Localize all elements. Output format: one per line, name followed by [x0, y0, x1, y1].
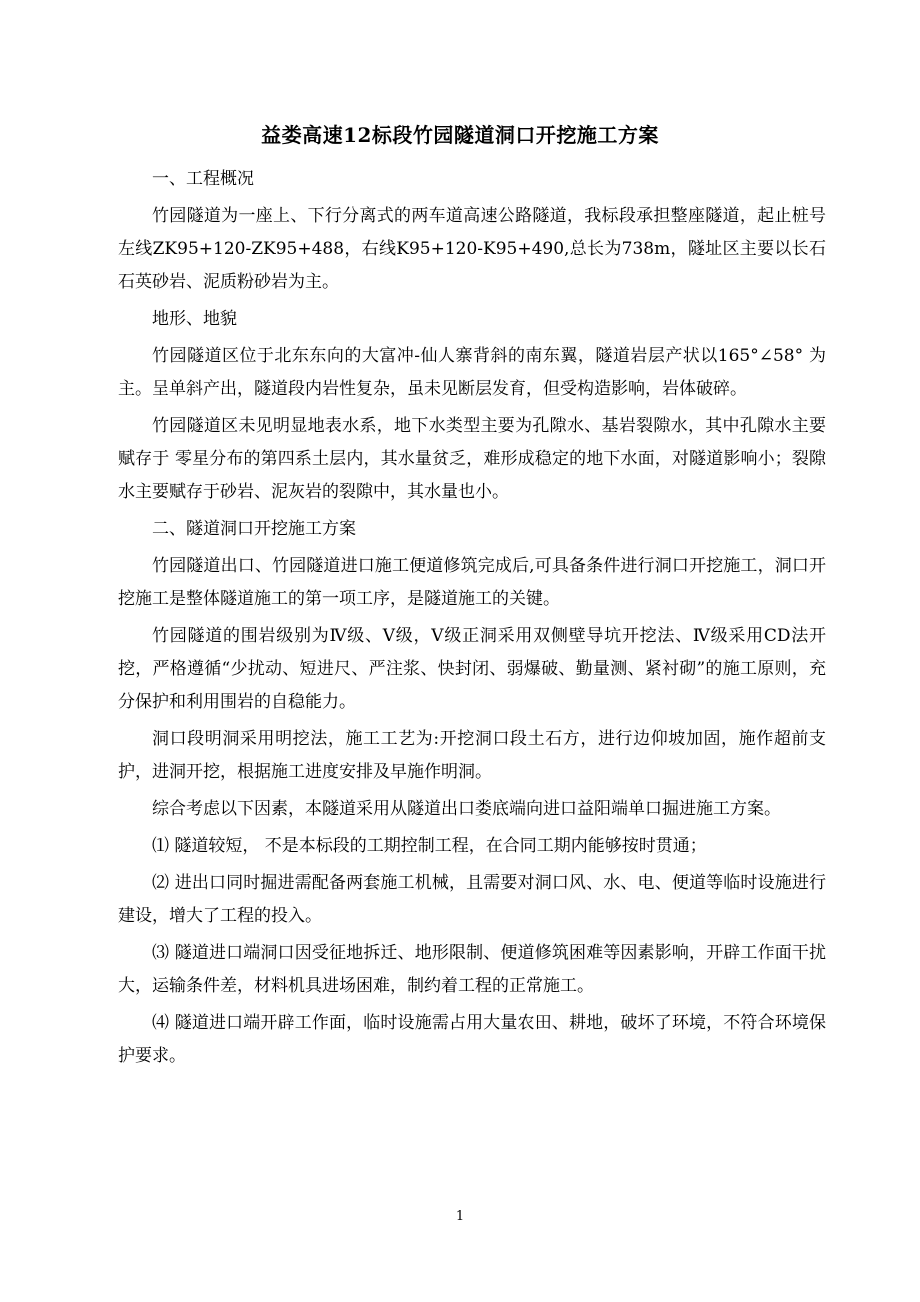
- list-item-3: ⑶ 隧道进口端洞口因受征地拆迁、地形限制、便道修筑困难等因素影响，开辟工作面干扰大，运输条件差，材料机具进场困难，制约着工程的正常施工。: [118, 943, 826, 996]
- list-item-1: ⑴ 隧道较短， 不是本标段的工期控制工程，在合同工期内能够按时贯通；: [152, 836, 707, 856]
- paragraph-considerations: 综合考虑以下因素，本隧道采用从隧道出口娄底端向进口益阳端单口掘进施工方案。: [152, 799, 781, 819]
- paragraph-rock-grade: 竹园隧道的围岩级别为Ⅳ级、Ⅴ级，Ⅴ级正洞采用双侧壁导坑开挖法、Ⅳ级采用CD法开挖，严格遵循“少扰动、短进尺、严注浆、快封闭、弱爆破、勤量测、紧衬砌”的施工原则，充分保护和利用围岩的自稳能力。: [118, 626, 826, 712]
- section-heading-overview: 一、工程概况: [152, 169, 254, 189]
- paragraph-tunnel-overview: 竹园隧道为一座上、下行分离式的两车道高速公路隧道，我标段承担整座隧道，起止桩号左线ZK95+120-ZK95+488，右线K95+120-K95+490,总长为738m，隧址区主要以长石石英砂岩、泥质粉砂岩为主。: [118, 206, 826, 292]
- document-title: 益娄高速12标段竹园隧道洞口开挖施工方案: [261, 123, 659, 147]
- paragraph-hydrology: 竹园隧道区未见明显地表水系，地下水类型主要为孔隙水、基岩裂隙水，其中孔隙水主要赋存于 零星分布的第四系土层内，其水量贫乏，难形成稳定的地下水面，对隧道影响小；裂隙水主要赋存于砂岩、泥灰岩的裂隙中，其水量也小。: [118, 416, 826, 502]
- paragraph-open-cut: 洞口段明洞采用明挖法，施工工艺为:开挖洞口段土石方，进行边仰坡加固，施作超前支护，进洞开挖，根据施工进度安排及早施作明洞。: [118, 729, 826, 782]
- paragraph-terrain: 竹园隧道区位于北东东向的大富冲-仙人寨背斜的南东翼，隧道岩层产状以165°∠58° 为主。呈单斜产出，隧道段内岩性复杂，虽未见断层发育，但受构造影响，岩体破碎。: [118, 346, 826, 399]
- paragraph-access-road: 竹园隧道出口、竹园隧道进口施工便道修筑完成后,可具备条件进行洞口开挖施工，洞口开挖施工是整体隧道施工的第一项工序，是隧道施工的关键。: [118, 556, 826, 609]
- list-item-2: ⑵ 进出口同时掘进需配备两套施工机械，且需要对洞口风、水、电、便道等临时设施进行建设，增大了工程的投入。: [118, 873, 826, 926]
- section-heading-excavation-plan: 二、隧道洞口开挖施工方案: [152, 519, 356, 539]
- page-number: 1: [455, 1209, 465, 1224]
- list-item-4: ⑷ 隧道进口端开辟工作面，临时设施需占用大量农田、耕地，破坏了环境，不符合环境保护要求。: [118, 1013, 826, 1066]
- document-body: [118, 163, 826, 1077]
- section-heading-terrain: 地形、地貌: [152, 309, 237, 329]
